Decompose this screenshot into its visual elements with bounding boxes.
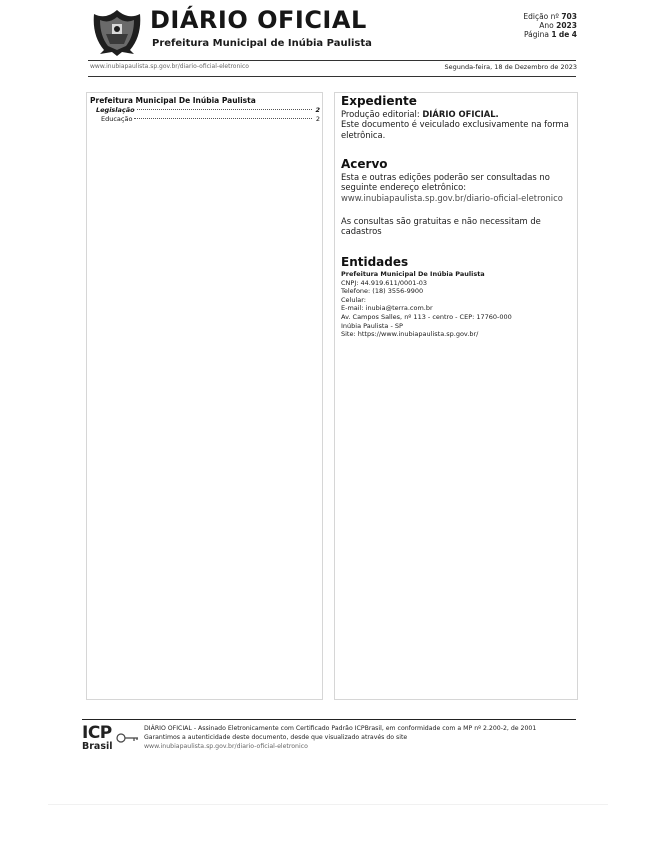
edition-label: Edição nº [523,12,559,21]
electronic-notice: Este documento é veiculado exclusivamente na forma eletrônica. [341,119,569,140]
page-current: 1 [551,30,557,39]
expediente-body [341,109,575,140]
production-value: DIÁRIO OFICIAL. [422,109,499,119]
header-divider-bottom [88,76,576,77]
entity-block [341,270,575,339]
entity-cnpj: CNPJ: 44.919.611/0001-03 [341,278,428,287]
acervo-heading: Acervo [341,157,388,171]
index-entry-page: 2 [315,106,320,114]
entidades-heading: Entidades [341,255,409,269]
production-label: Produção editorial: [341,109,420,119]
scan-artifact-line [48,804,608,805]
index-entry-educacao[interactable] [101,115,320,123]
footer-certification [144,724,574,751]
icp-logo-text: ICP [82,723,112,743]
entity-phone: Telefone: (18) 3556-9900 [341,287,424,296]
footer-authenticity-line: Garantimos a autenticidade deste documento, desde que visualizado através do site [144,734,408,741]
edition-number: 703 [561,12,577,21]
edition-year: 2023 [556,21,577,30]
icp-logo-sub: Brasil [82,741,113,752]
entity-email[interactable]: E-mail: inubia@terra.com.br [341,304,433,313]
entity-address: Av. Campos Salles, nº 113 - centro - CEP: 17760-000 [341,312,512,321]
footer-site-link[interactable]: www.inubiapaulista.sp.gov.br/diario-oficial-eletronico [144,743,308,750]
entity-name: Prefeitura Municipal De Inúbia Paulista [341,270,485,278]
index-entry-legislacao[interactable] [96,106,320,114]
footer-divider [82,719,576,720]
entity-cell: Celular: [341,295,367,304]
page-total: 4 [571,30,577,39]
footer-signature-line: DIÁRIO OFICIAL - Assinado Eletronicamente com Certificado Padrão ICPBrasil, em conformidade com a MP nº 2.200-2, de 2001 [144,725,537,732]
index-entry-page: 2 [315,115,320,123]
acervo-free-note: As consultas são gratuitas e não necessitam de cadastros [341,216,541,237]
index-entry-label: Educação [101,115,133,123]
municipality-subtitle: Prefeitura Municipal de Inúbia Paulista [152,38,372,49]
gazette-title: DIÁRIO OFICIAL [150,6,367,34]
acervo-text: Esta e outras edições poderão ser consultadas no seguinte endereço eletrônico: [341,172,550,193]
index-heading: Prefeitura Municipal De Inúbia Paulista [90,96,256,105]
header-site-link[interactable]: www.inubiapaulista.sp.gov.br/diario-oficial-eletronico [90,63,249,70]
acervo-archive-link[interactable]: www.inubiapaulista.sp.gov.br/diario-oficial-eletronico [341,193,563,203]
header-divider [88,60,576,61]
leader-dots [134,118,312,119]
key-icon [116,731,140,745]
expediente-heading: Expediente [341,94,417,108]
entity-city: Inúbia Paulista - SP [341,321,403,330]
entity-site-link[interactable]: Site: https://www.inubiapaulista.sp.gov.br/ [341,330,479,339]
page-of: de [558,30,570,39]
publication-date: Segunda-feira, 18 de Dezembro de 2023 [444,63,577,71]
edition-info [523,12,577,39]
index-entry-label: Legislação [96,106,135,114]
index-column [86,92,323,700]
year-label: Ano [539,21,554,30]
page-label: Página [523,30,549,39]
icp-brasil-logo [82,723,140,757]
municipal-crest-icon [90,6,144,56]
leader-dots [137,109,312,110]
